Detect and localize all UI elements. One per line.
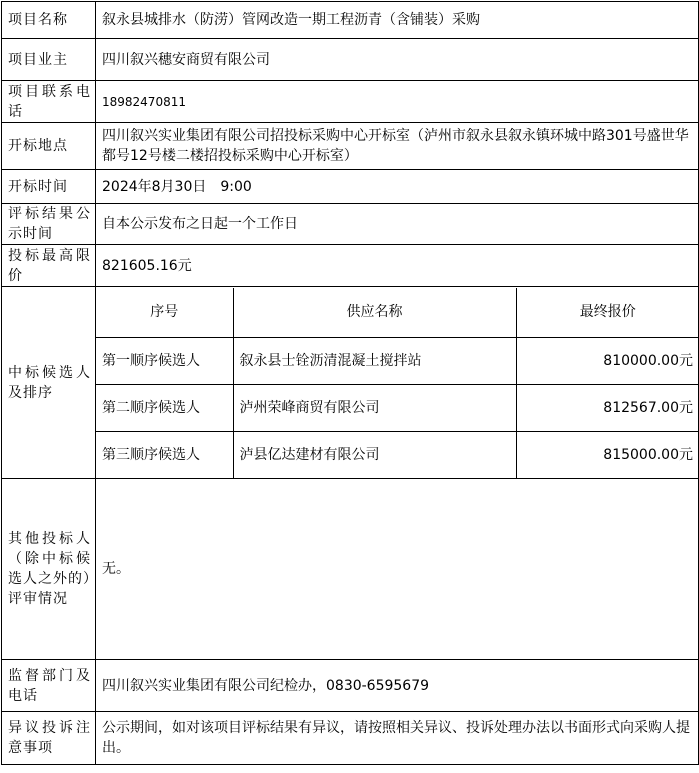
contact-phone-label: 项目联系电话 xyxy=(2,81,96,123)
candidate-price: 812567.00元 xyxy=(516,385,699,432)
bid-location-label: 开标地点 xyxy=(2,123,96,170)
row-bid-location xyxy=(2,123,699,170)
candidate-row xyxy=(96,432,699,478)
candidates-header-row xyxy=(96,288,699,338)
candidate-rank: 第一顺序候选人 xyxy=(96,338,233,385)
row-supervision xyxy=(2,660,699,712)
candidate-price: 810000.00元 xyxy=(516,338,699,385)
supervision-value: 四川叙兴实业集团有限公司纪检办，0830-6595679 xyxy=(96,660,699,712)
objection-label: 异议投诉注意事项 xyxy=(2,712,96,765)
candidates-label: 中标候选人及排序 xyxy=(2,287,96,479)
publicity-time-value: 自本公示发布之日起一个工作日 xyxy=(96,204,699,245)
candidate-price: 815000.00元 xyxy=(516,432,699,478)
candidate-supplier: 叙永县士铨沥清混凝土搅拌站 xyxy=(233,338,516,385)
header-rank: 序号 xyxy=(96,288,233,338)
row-project-name xyxy=(2,2,699,39)
row-publicity-time xyxy=(2,204,699,245)
project-name-value: 叙永县城排水（防涝）管网改造一期工程沥青（含铺装）采购 xyxy=(96,2,699,39)
row-owner xyxy=(2,39,699,81)
candidate-supplier: 泸州荣峰商贸有限公司 xyxy=(233,385,516,432)
row-candidates xyxy=(2,287,699,479)
objection-value: 公示期间，如对该项目评标结果有异议，请按照相关异议、投诉处理办法以书面形式向采购人提出。 xyxy=(96,712,699,765)
candidates-table xyxy=(96,288,699,478)
owner-label: 项目业主 xyxy=(2,39,96,81)
row-contact-phone xyxy=(2,81,699,123)
max-price-label: 投标最高限价 xyxy=(2,245,96,287)
project-name-label: 项目名称 xyxy=(2,2,96,39)
candidates-cell xyxy=(96,287,699,479)
contact-phone-value: 18982470811 xyxy=(96,81,699,123)
publicity-time-label: 评标结果公示时间 xyxy=(2,204,96,245)
row-max-price xyxy=(2,245,699,287)
row-objection xyxy=(2,712,699,765)
supervision-label: 监督部门及电话 xyxy=(2,660,96,712)
candidate-supplier: 泸县亿达建材有限公司 xyxy=(233,432,516,478)
bid-time-value: 2024年8月30日 9:00 xyxy=(96,170,699,204)
bid-result-table xyxy=(1,1,699,765)
bid-time-label: 开标时间 xyxy=(2,170,96,204)
header-price: 最终报价 xyxy=(516,288,699,338)
row-other-bidders xyxy=(2,479,699,660)
row-bid-time xyxy=(2,170,699,204)
candidate-row xyxy=(96,338,699,385)
bid-location-value: 四川叙兴实业集团有限公司招投标采购中心开标室（泸州市叙永县叙永镇环城中路301号盛世华都号12号楼二楼招投标采购中心开标室） xyxy=(96,123,699,170)
header-supplier: 供应名称 xyxy=(233,288,516,338)
candidate-rank: 第三顺序候选人 xyxy=(96,432,233,478)
candidate-rank: 第二顺序候选人 xyxy=(96,385,233,432)
owner-value: 四川叙兴穗安商贸有限公司 xyxy=(96,39,699,81)
other-bidders-label: 其他投标人（除中标候选人之外的）评审情况 xyxy=(2,479,96,660)
other-bidders-value: 无。 xyxy=(96,479,699,660)
candidate-row xyxy=(96,385,699,432)
max-price-value: 821605.16元 xyxy=(96,245,699,287)
